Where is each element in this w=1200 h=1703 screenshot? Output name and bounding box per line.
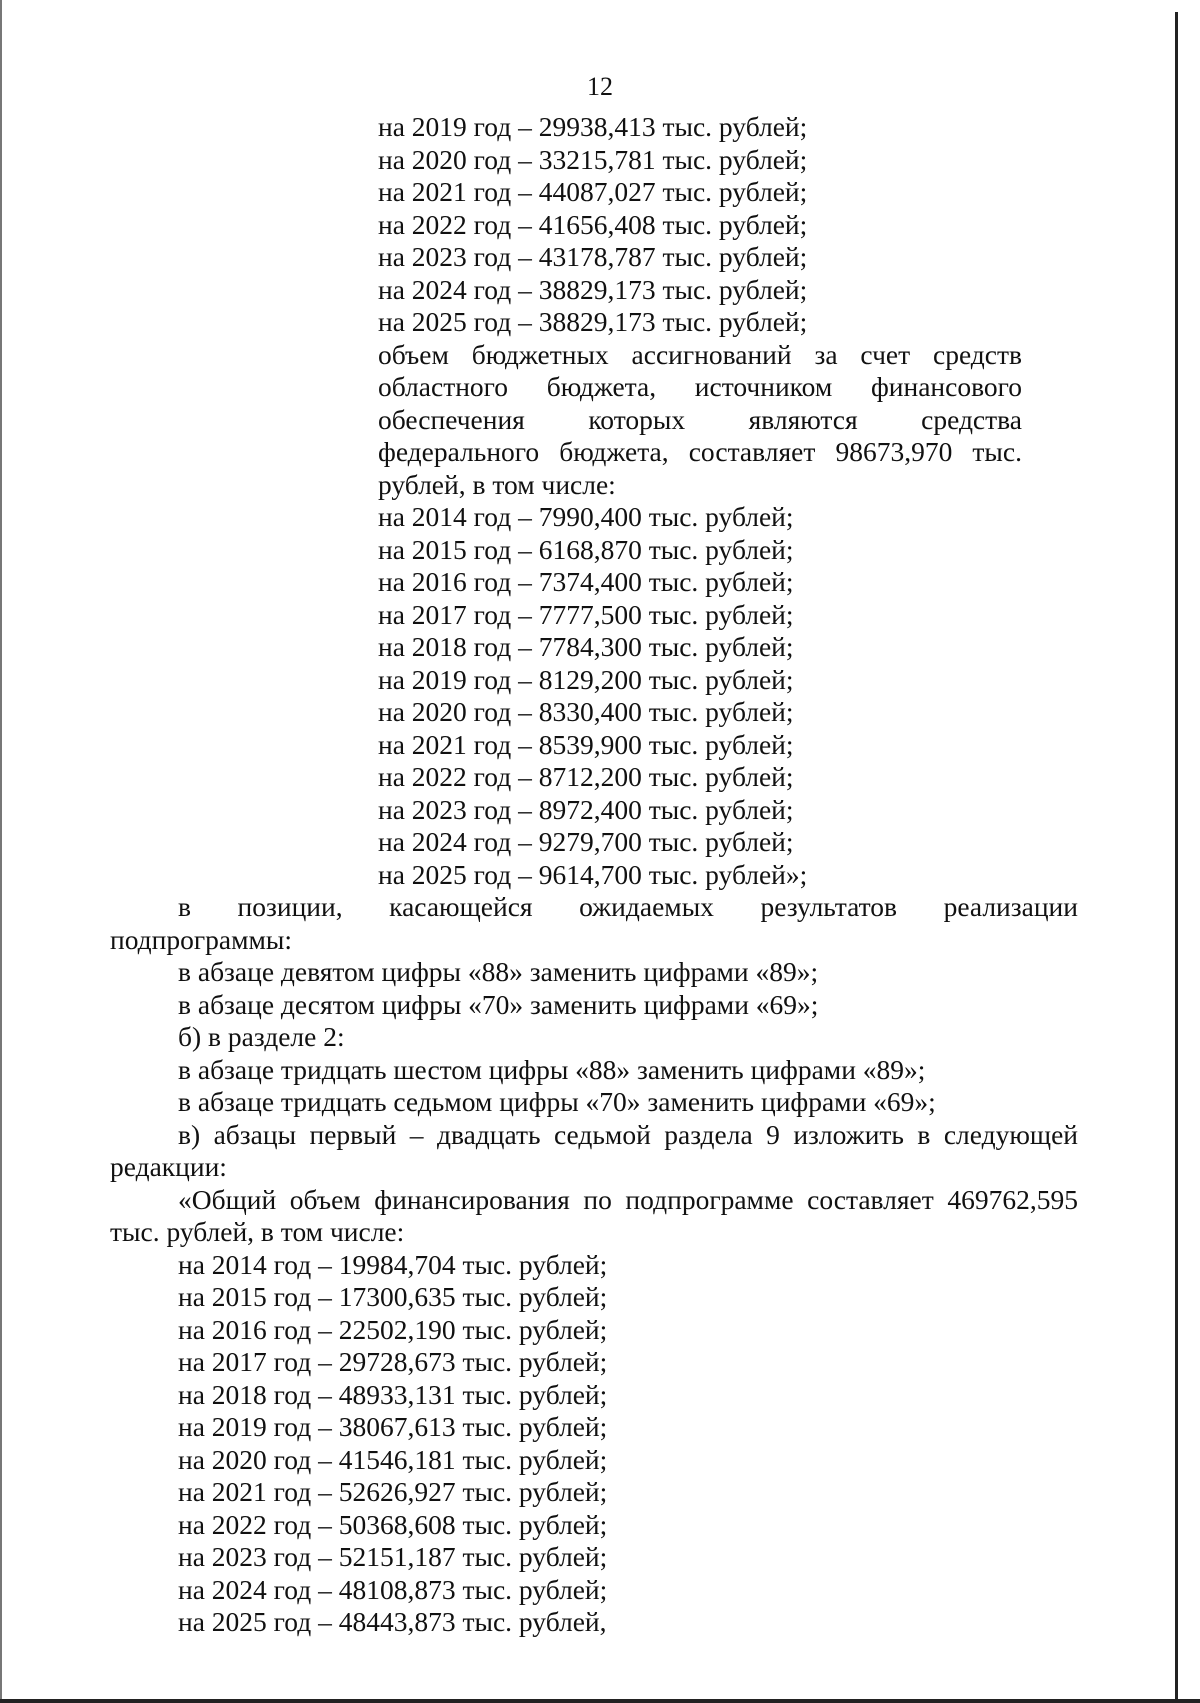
funding-line: на 2022 год – 8712,200 тыс. рублей;	[378, 761, 794, 792]
funding-line: на 2018 год – 48933,131 тыс. рублей;	[178, 1378, 608, 1410]
section9-paragraph-line: в) абзацы первый – двадцать седьмой раздела 9 изложить в следующей	[178, 1118, 1078, 1150]
funding-line: на 2020 год – 33215,781 тыс. рублей;	[378, 143, 808, 175]
position-paragraph-line: в позиции, касающейся ожидаемых результатов реализации	[178, 891, 1078, 922]
funding-line: на 2014 год – 19984,704 тыс. рублей;	[178, 1248, 608, 1280]
funding-line: на 2017 год – 7777,500 тыс. рублей;	[378, 598, 794, 630]
funding-line: на 2025 год – 48443,873 тыс. рублей,	[178, 1606, 607, 1637]
funding-line: на 2021 год – 52626,927 тыс. рублей;	[178, 1476, 608, 1507]
funding-line: на 2023 год – 8972,400 тыс. рублей;	[378, 793, 794, 825]
total-paragraph-line: тыс. рублей, в том числе:	[110, 1216, 405, 1247]
funding-line: на 2024 год – 48108,873 тыс. рублей;	[178, 1573, 608, 1605]
funding-line: на 2025 год – 38829,173 тыс. рублей;	[378, 306, 808, 337]
funding-line: на 2021 год – 8539,900 тыс. рублей;	[378, 728, 794, 760]
total-paragraph-line: «Общий объем финансирования по подпрограмме составляет 469762,595	[178, 1183, 1078, 1215]
section9-paragraph-line: редакции:	[110, 1151, 227, 1182]
federal-paragraph-line: обеспечения которых являются средства	[378, 403, 1022, 435]
amendment-line: в абзаце тридцать седьмом цифры «70» заменить цифрами «69»;	[178, 1086, 936, 1117]
federal-paragraph-line: рублей, в том числе:	[378, 468, 616, 500]
federal-paragraph-line: объем бюджетных ассигнований за счет средств	[378, 338, 1022, 370]
funding-line: на 2017 год – 29728,673 тыс. рублей;	[178, 1346, 608, 1377]
funding-line: на 2019 год – 38067,613 тыс. рублей;	[178, 1411, 608, 1442]
funding-line: на 2015 год – 17300,635 тыс. рублей;	[178, 1281, 608, 1312]
funding-line: на 2020 год – 8330,400 тыс. рублей;	[378, 696, 794, 727]
funding-line: на 2022 год – 50368,608 тыс. рублей;	[178, 1508, 608, 1540]
federal-paragraph-line: областного бюджета, источником финансового	[378, 371, 1022, 402]
funding-line: на 2025 год – 9614,700 тыс. рублей»;	[378, 858, 808, 890]
page-number: 12	[587, 72, 613, 101]
funding-line: на 2022 год – 41656,408 тыс. рублей;	[378, 208, 808, 240]
amendment-line: б) в разделе 2:	[178, 1021, 345, 1052]
funding-line: на 2023 год – 43178,787 тыс. рублей;	[378, 241, 808, 272]
funding-line: на 2021 год – 44087,027 тыс. рублей;	[378, 176, 808, 207]
amendment-line: в абзаце девятом цифры «88» заменить цифрами «89»;	[178, 956, 819, 987]
funding-line: на 2018 год – 7784,300 тыс. рублей;	[378, 631, 794, 662]
funding-line: на 2023 год – 52151,187 тыс. рублей;	[178, 1541, 608, 1572]
funding-line: на 2016 год – 7374,400 тыс. рублей;	[378, 566, 794, 597]
amendment-line: в абзаце тридцать шестом цифры «88» заменить цифрами «89»;	[178, 1053, 926, 1085]
funding-line: на 2016 год – 22502,190 тыс. рублей;	[178, 1313, 608, 1345]
funding-line: на 2019 год – 29938,413 тыс. рублей;	[378, 111, 808, 142]
funding-line: на 2020 год – 41546,181 тыс. рублей;	[178, 1443, 608, 1475]
funding-line: на 2024 год – 9279,700 тыс. рублей;	[378, 826, 794, 857]
amendment-line: в абзаце десятом цифры «70» заменить цифрами «69»;	[178, 988, 819, 1020]
funding-line: на 2024 год – 38829,173 тыс. рублей;	[378, 273, 808, 305]
position-paragraph-line: подпрограммы:	[110, 923, 293, 955]
funding-line: на 2014 год – 7990,400 тыс. рублей;	[378, 501, 794, 532]
page-left-edge	[0, 0, 2, 1703]
page-right-edge	[1175, 12, 1178, 1702]
funding-line: на 2015 год – 6168,870 тыс. рублей;	[378, 533, 794, 565]
page-bottom-edge	[0, 1699, 1200, 1703]
federal-paragraph-line: федерального бюджета, составляет 98673,970 тыс.	[378, 436, 1022, 467]
funding-line: на 2019 год – 8129,200 тыс. рублей;	[378, 663, 794, 695]
